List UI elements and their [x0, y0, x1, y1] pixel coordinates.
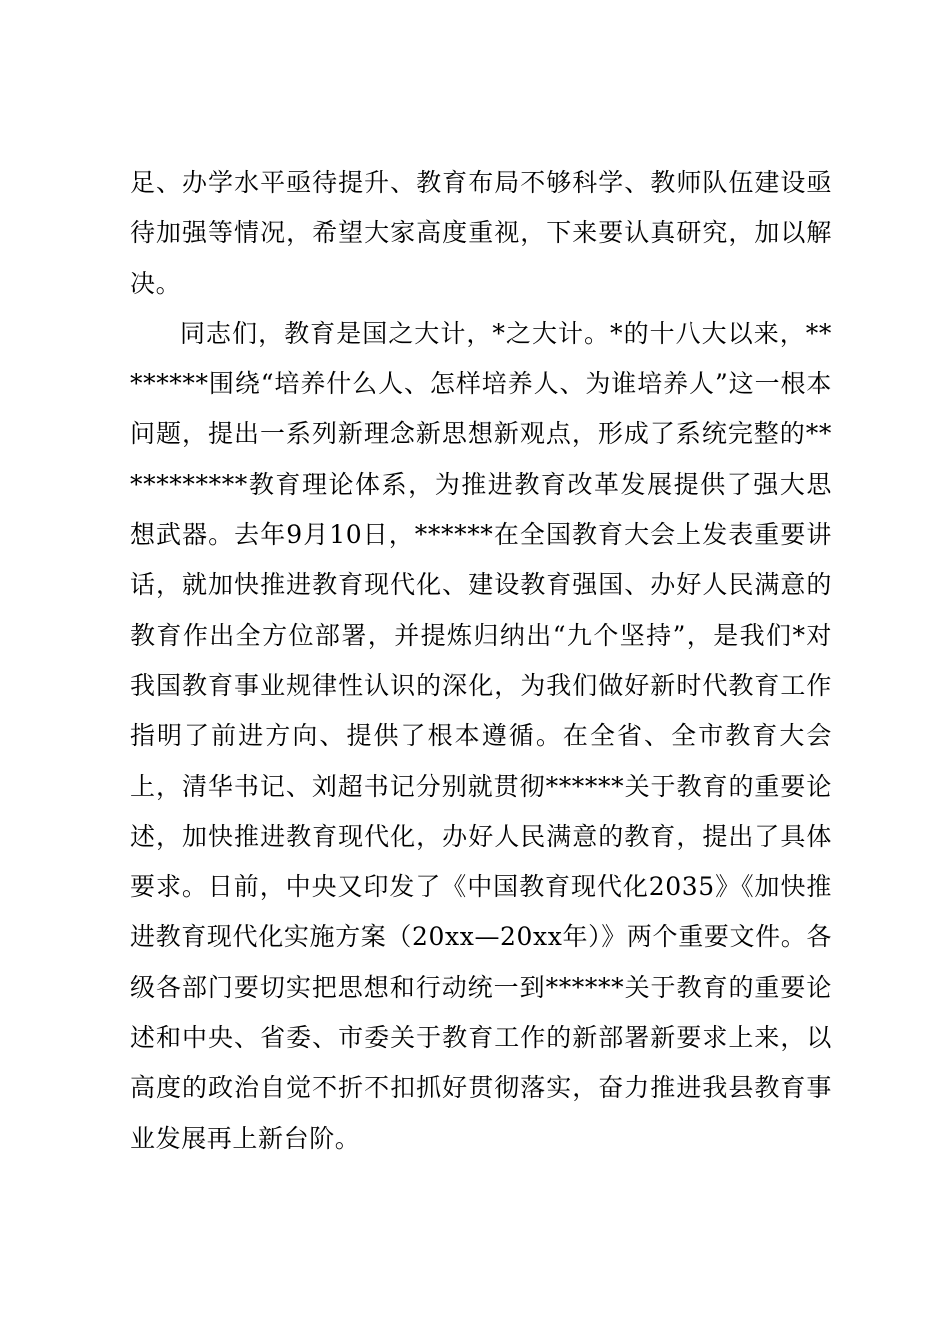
- document-body: [130, 158, 832, 1164]
- paragraph-education-importance: 同志们，教育是国之大计，*之大计。*的十八大以来，********围绕“培养什么人、怎样培养人、为谁培养人”这一根本问题，提出一系列新理念新思想新观点，形成了系统完整的***********教育理论体系，为推进教育改革发展提供了强大思想武器。去年9月10日，******在全国教育大会上发表重要讲话，就加快推进教育现代化、建设教育强国、办好人民满意的教育作出全方位部署，并提炼归纳出“九个坚持”，是我们*对我国教育事业规律性认识的深化，为我们做好新时代教育工作指明了前进方向、提供了根本遵循。在全省、全市教育大会上，清华书记、刘超书记分别就贯彻******关于教育的重要论述，加快推进教育现代化，办好人民满意的教育，提出了具体要求。日前，中央又印发了《中国教育现代化2035》《加快推进教育现代化实施方案（20xx—20xx年）》两个重要文件。各级各部门要切实把思想和行动统一到******关于教育的重要论述和中央、省委、市委关于教育工作的新部署新要求上来，以高度的政治自觉不折不扣抓好贯彻落实，奋力推进我县教育事业发展再上新台阶。: [130, 318, 832, 1153]
- paragraph-continuation: 足、办学水平亟待提升、教育布局不够科学、教师队伍建设亟待加强等情况，希望大家高度重视，下来要认真研究，加以解决。: [130, 168, 832, 298]
